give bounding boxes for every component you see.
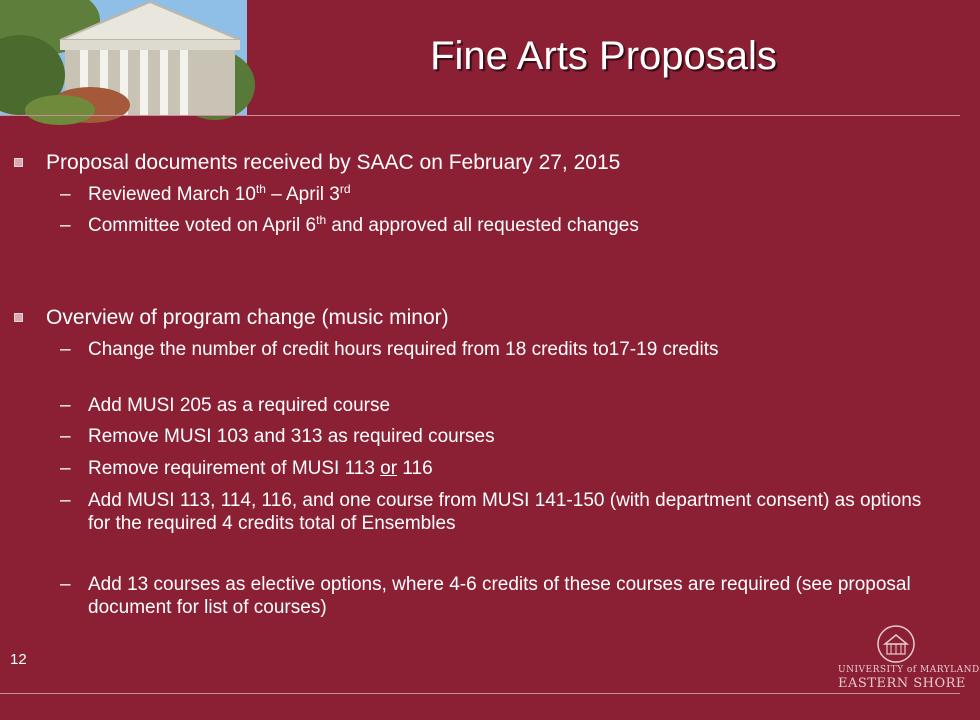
sub-item-remove-musi-103-313: – Remove MUSI 103 and 313 as required courses (60, 426, 495, 447)
dash-marker: – (60, 215, 71, 236)
sub-item-add-ensembles: – Add MUSI 113, 114, 116, and one course from MUSI 141-150 (with department consent) as options for the required 4 credits total of Ensembles (60, 490, 922, 534)
seal-icon (876, 624, 916, 664)
dash-marker: – (60, 426, 71, 447)
sub-item-add-musi-205: – Add MUSI 205 as a required course (60, 395, 391, 416)
square-bullet-icon (14, 158, 23, 167)
logo-line-1: UNIVERSITY of MARYLAND (838, 665, 980, 675)
dash-marker: – (60, 339, 71, 360)
header-divider (0, 115, 960, 116)
sub-item-reviewed: – Reviewed March 10th – April 3rd (60, 182, 351, 205)
slide-title: Fine Arts Proposals (430, 34, 777, 78)
footer-divider (0, 693, 960, 694)
bullet-text: Overview of program change (music minor) (46, 306, 449, 329)
dash-marker: – (60, 490, 71, 511)
dash-marker: – (60, 458, 71, 479)
sub-item-change-credits: – Change the number of credit hours required from 18 credits to17-19 credits (60, 339, 719, 360)
university-logo (838, 624, 980, 696)
bullet-program-overview (46, 305, 449, 330)
logo-line-2: EASTERN SHORE (838, 676, 966, 691)
campus-building-photo (0, 0, 247, 115)
dash-marker: – (60, 184, 71, 205)
sub-item-add-electives: – Add 13 courses as elective options, where 4-6 credits of these courses are required (see proposal document for list of courses) (60, 574, 911, 618)
bullet-proposal-documents (46, 150, 620, 175)
sub-item-committee-voted: – Committee voted on April 6th and approved all requested changes (60, 213, 639, 236)
square-bullet-icon (14, 313, 23, 322)
dash-marker: – (60, 574, 71, 595)
sub-item-remove-requirement: – Remove requirement of MUSI 113 or 116 (60, 458, 433, 479)
bullet-text: Proposal documents received by SAAC on February 27, 2015 (46, 151, 621, 174)
dash-marker: – (60, 395, 71, 416)
page-number: 12 (10, 651, 27, 668)
